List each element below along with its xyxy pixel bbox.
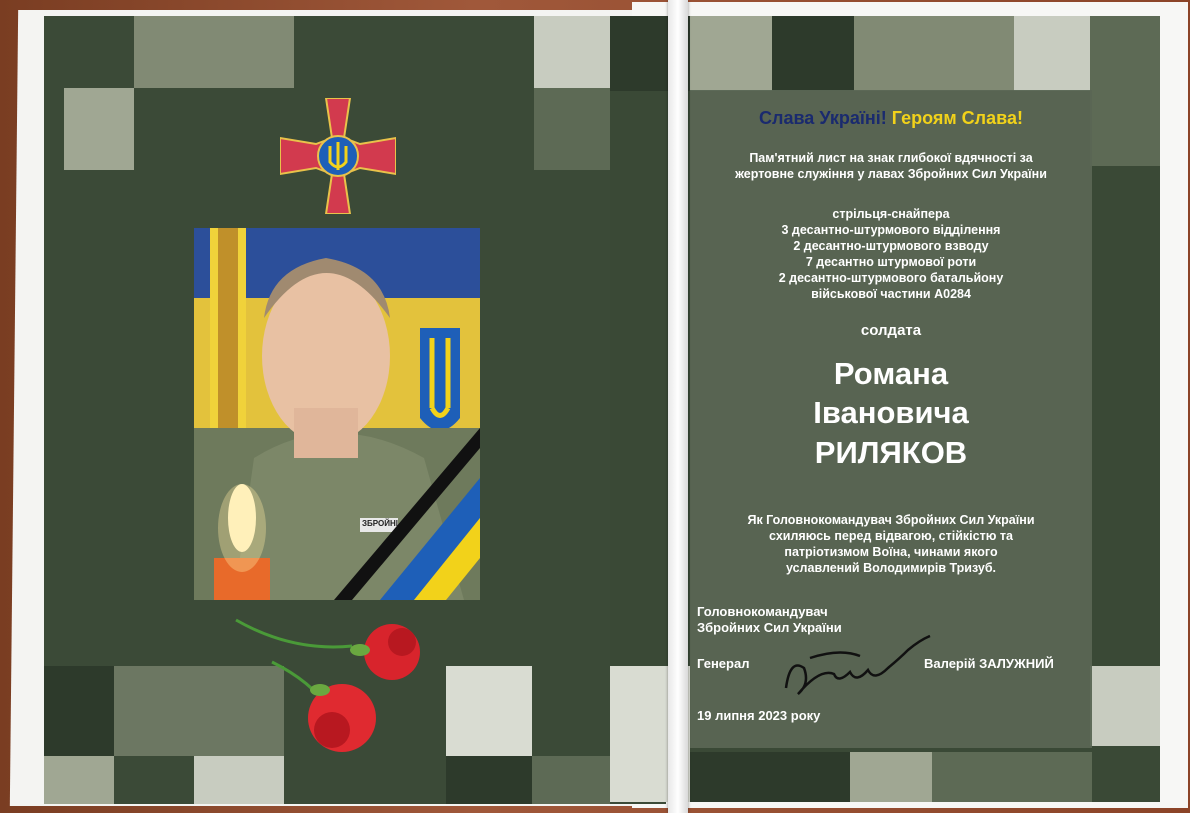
camo-block	[534, 16, 614, 88]
camo-block	[134, 16, 294, 88]
camo-block	[850, 752, 932, 802]
soldier-portrait	[194, 228, 480, 600]
camo-block	[534, 88, 614, 170]
rank-label: солдата	[860, 322, 922, 339]
tribute-line: уславлений Володимирів Тризуб.	[785, 561, 997, 575]
camo-block	[44, 756, 114, 804]
camo-block	[1014, 16, 1090, 91]
tribute-line: патріотизмом Воїна, чинами якого	[784, 545, 998, 559]
camo-block	[1090, 16, 1160, 166]
signer-name: Валерій ЗАЛУЖНИЙ	[924, 656, 1054, 671]
camo-block	[690, 16, 772, 91]
camo-block	[532, 756, 610, 804]
slogan-glory-ukraine: Слава Україні!	[759, 108, 887, 128]
intro-line: жертовне служіння у лавах Збройних Сил України	[735, 167, 1047, 181]
carnations-image	[232, 612, 432, 758]
name-patronymic: Івановича	[813, 395, 969, 430]
tribute-line: Як Головнокомандувач Збройних Сил України	[747, 513, 1035, 527]
name-first: Романа	[833, 356, 949, 391]
name-tape: ЗБРОЙНІ	[362, 519, 398, 528]
armed-forces-cross-emblem	[280, 98, 396, 214]
tribute-text	[690, 512, 1092, 576]
camo-block	[772, 16, 854, 91]
unit-text	[690, 206, 1092, 302]
camo-block	[1090, 666, 1160, 746]
camo-block	[44, 666, 114, 756]
camo-block	[690, 752, 850, 802]
unit-line: 7 десантно штурмової роти	[805, 255, 977, 269]
camo-block	[64, 88, 134, 170]
camo-block	[932, 752, 1092, 802]
unit-line: 2 десантно-штурмового взводу	[793, 239, 989, 253]
signer-title-line: Головнокомандувач	[697, 604, 828, 619]
tribute-line: схиляюсь перед відвагою, стійкістю та	[769, 529, 1013, 543]
unit-line: військової частини А0284	[811, 287, 971, 301]
intro-line: Пам'ятний лист на знак глибокої вдячності за	[749, 151, 1033, 165]
camo-block	[194, 756, 284, 804]
camo-block	[446, 666, 532, 756]
camo-block	[446, 756, 532, 804]
certificate-date: 19 липня 2023 року	[697, 708, 821, 723]
name-last: РИЛЯКОВ	[814, 435, 968, 470]
handwritten-signature	[780, 628, 940, 708]
camo-block	[854, 16, 1014, 91]
unit-line: стрільця-снайпера	[832, 207, 950, 221]
signer-rank: Генерал	[697, 656, 750, 671]
portrait-image	[194, 228, 480, 600]
intro-text	[690, 150, 1092, 182]
bookmark-ribbon	[668, 0, 688, 813]
unit-line: 3 десантно-штурмового відділення	[781, 223, 1001, 237]
slogan	[690, 108, 1092, 129]
signer-title-line: Збройних Сил України	[697, 620, 842, 635]
unit-line: 2 десантно-штурмового батальйону	[778, 271, 1004, 285]
slogan-glory-heroes: Героям Слава!	[891, 108, 1023, 128]
